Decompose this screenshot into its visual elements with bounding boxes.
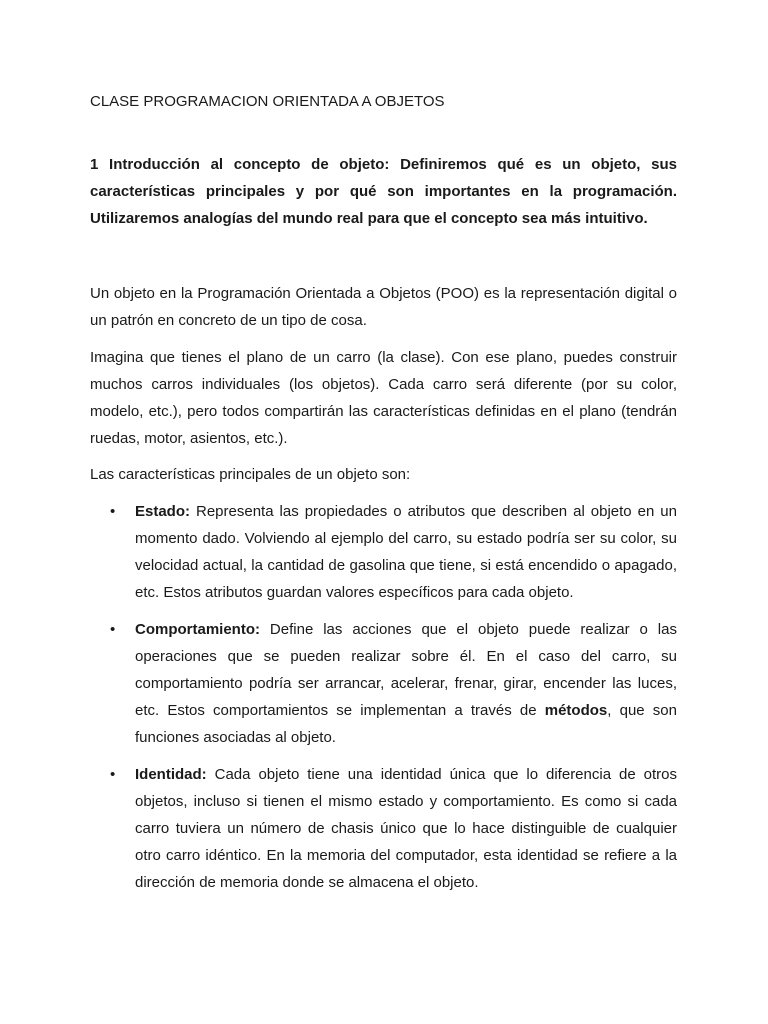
comportamiento-description-end: , que son funciones asociadas al objeto. [135, 702, 677, 746]
bullet-icon: • [110, 766, 116, 783]
estado-description: Representa las propiedades o atributos que describen al objeto en un momento dado. Volviendo al ejemplo del carro, su estado podría ser su color, su velocidad actual, la cantidad de gasolina que tiene, si está encendido o apagado, etc. Estos atributos guardan valores específicos para cada objeto. [135, 503, 677, 601]
bullet-icon: • [110, 621, 116, 638]
document-title: CLASE PROGRAMACION ORIENTADA A OBJETOS [90, 93, 445, 110]
list-item-identidad [90, 761, 677, 896]
paragraph-main-characteristics: Las características principales de un objeto son: [90, 466, 411, 483]
term-estado: Estado: [135, 503, 191, 520]
bullet-icon: • [110, 503, 116, 520]
identidad-description: Cada objeto tiene una identidad única que lo diferencia de otros objetos, incluso si tienen el mismo estado y comportamiento. Es como si cada carro tuviera un número de chasis único que lo hace distinguible de cualquier otro carro idéntico. En la memoria del computador, esta identidad se refiere a la dirección de memoria donde se almacena el objeto. [135, 766, 677, 891]
term-identidad: Identidad: [135, 766, 207, 783]
paragraph-car-analogy: Imagina que tienes el plano de un carro (la clase). Con ese plano, puedes construir muchos carros individuales (los objetos). Cada carro será diferente (por su color, modelo, etc.), pero todos compartirán las características definidas en el plano (tendrán ruedas, motor, asientos, etc.). [90, 349, 677, 447]
comportamiento-description-start: Define las acciones que el objeto puede realizar o las operaciones que se pueden realizar sobre él. En el caso del carro, su comportamiento podría ser arrancar, acelerar, frenar, girar, encender las luces, etc. Estos comportamientos se implementan a través de [135, 621, 677, 719]
paragraph-poo-definition: Un objeto en la Programación Orientada a Objetos (POO) es la representación digital o un patrón en concreto de un tipo de cosa. [90, 285, 677, 329]
list-item-comportamiento [90, 616, 677, 751]
section-introduction: 1 Introducción al concepto de objeto: Definiremos qué es un objeto, sus características principales y por qué son importantes en la programación. Utilizaremos analogías del mundo real para que el concepto sea más intuitivo. [90, 156, 677, 227]
metodos-emphasis: métodos [544, 702, 608, 719]
term-comportamiento: Comportamiento: [135, 621, 260, 638]
list-item-estado [90, 498, 677, 606]
characteristics-list [90, 498, 677, 896]
